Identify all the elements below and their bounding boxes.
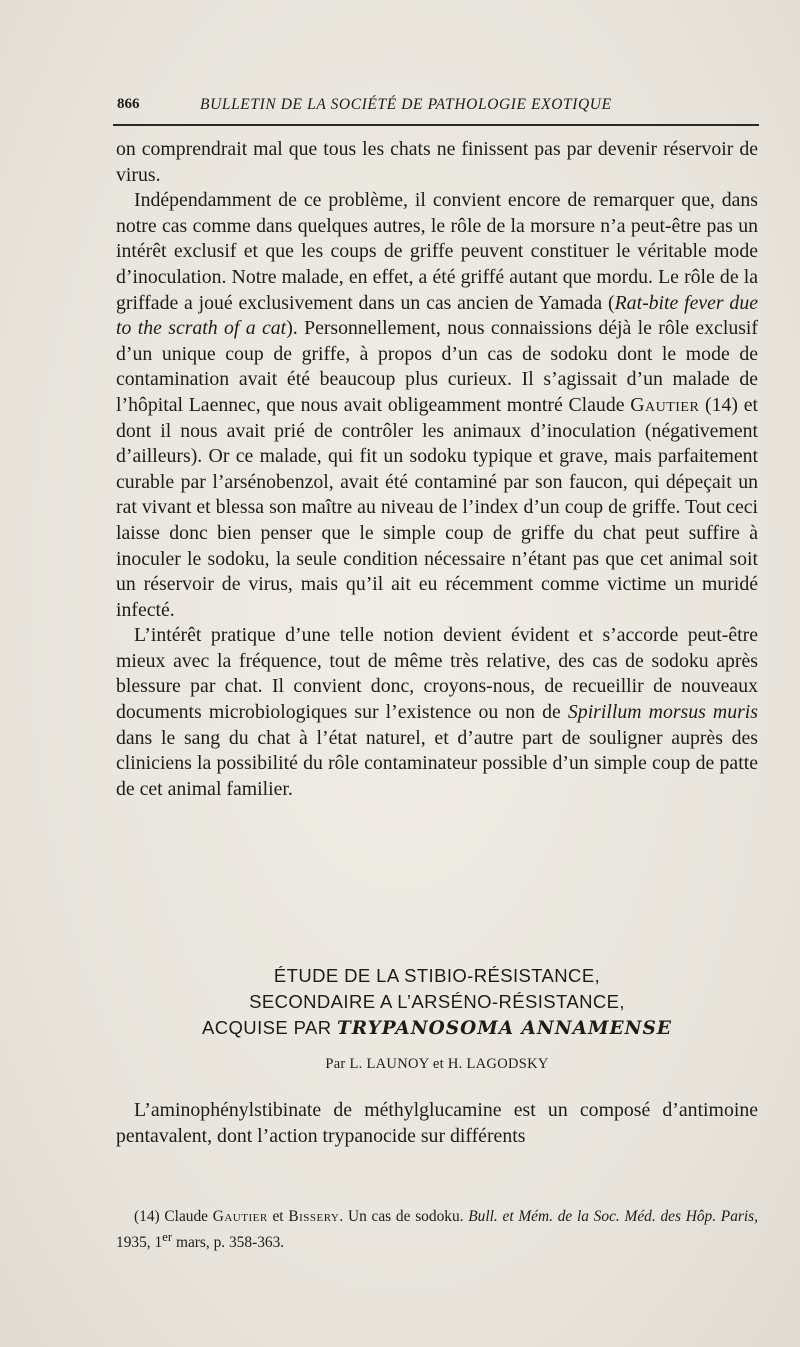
footnote-text: Claude bbox=[159, 1208, 213, 1225]
intro-paragraph: L’aminophénylstibinate de méthylglucamine est un composé d’antimoine pentavalent, dont l’action trypanocide sur différents bbox=[116, 1099, 758, 1147]
paragraph-griffe-part2: ). Personnellement, nous connaissions déjà le rôle exclusif d’un unique coup de griffe, à propos d’un cas de sodoku dont le mode de contamination avait été beaucoup plus curieux. Il s’agissait d’un malade de l’hôpital Laennec, que nous avait obligeamment montré Claude bbox=[116, 317, 758, 416]
footnote-text: mars, p. 358-363. bbox=[172, 1234, 285, 1252]
main-text bbox=[116, 137, 758, 802]
title-line-3 bbox=[116, 1015, 758, 1042]
paragraph-practical-interest bbox=[116, 623, 758, 802]
footnote-text: . Un cas de sodoku. bbox=[339, 1208, 469, 1225]
paragraph-practical-part1: L’intérêt pratique d’une telle notion devient évident et s’accorde peut-être mieux avec la fréquence, tout de même très relative, des cas de sodoku après blessure par chat. Il convient donc, croyons-nous, de recueillir de nouveaux documents microbiologiques sur l’existence ou non de bbox=[116, 624, 758, 724]
running-header bbox=[117, 96, 758, 118]
article-title bbox=[116, 963, 758, 1042]
footnote-14 bbox=[116, 1206, 758, 1253]
paragraph-griffe bbox=[116, 188, 758, 623]
paragraph-griffe-part1: Indépendamment de ce problème, il convient encore de remarquer que, dans notre cas comme dans quelques autres, le rôle de la morsure n’a peut-être pas un intérêt exclusif et que les coups de griffe peuvent constituer le véritable mode d’inoculation. Notre malade, en effet, a été griffé autant que mordu. Le rôle de la griffade a joué exclusivement dans un cas ancien de Yamada ( bbox=[116, 189, 758, 314]
footnote-text: et bbox=[267, 1208, 289, 1225]
footnote-superscript: er bbox=[162, 1230, 173, 1244]
page-number: 866 bbox=[117, 96, 140, 112]
continued-paragraph: on comprendrait mal que tous les chats ne finissent pas par devenir réservoir de virus. bbox=[116, 138, 758, 186]
footnote bbox=[116, 1206, 758, 1253]
footnote-ref: (14) bbox=[699, 393, 738, 416]
footnote-journal: Bull. et Mém. de la Soc. Méd. des Hôp. Paris, bbox=[468, 1208, 758, 1225]
title-line-1: ÉTUDE DE LA STIBIO-RÉSISTANCE, bbox=[273, 965, 601, 986]
paragraph-griffe-part3: et dont il nous avait prié de contrôler les animaux d’inoculation (négativement d’ailleurs). Or ce malade, qui fit un sodoku typique et grave, mais parfaitement curable par l’arsénobenzol, avait été contaminé par son faucon, qui dépeçait un rat vivant et blessa son maître au niveau de l’index d’un coup de griffe. Tout ceci laisse donc bien penser que le simple coup de griffe du chat peut suffire à inoculer le sodoku, la seule condition nécessaire n’étant pas que cet animal soit un réservoir de virus, mais qu’il ait eu récemment comme victime un muridé infecté. bbox=[116, 393, 758, 621]
article-intro bbox=[116, 1098, 758, 1149]
species-italic: Spirillum morsus muris bbox=[567, 701, 758, 724]
title-species: TRYPANOSOMA ANNAMENSE bbox=[337, 1018, 672, 1039]
journal-title: BULLETIN DE LA SOCIÉTÉ DE PATHOLOGIE EXOTIQUE bbox=[200, 96, 612, 113]
paragraph-practical-part2: dans le sang du chat à l’état naturel, et d’autre part de souligner auprès des cliniciens la possibilité du rôle contaminateur possible d’un simple coup de patte de cet animal familier. bbox=[116, 726, 758, 800]
footnote-author-bissery: Bissery bbox=[288, 1208, 340, 1225]
footnote-marker: (14) bbox=[134, 1208, 160, 1225]
footnote-text: 1935, 1 bbox=[116, 1234, 163, 1252]
header-rule bbox=[113, 124, 759, 126]
article-authors: Par L. LAUNOY et H. LAGODSKY bbox=[325, 1056, 549, 1072]
author-gautier: Gautier bbox=[630, 393, 700, 416]
paper-title-italic: Rat-bite fever due to the scrath of a cat bbox=[116, 291, 758, 340]
title-line-2: SECONDAIRE A L’ARSÉNO-RÉSISTANCE, bbox=[249, 991, 625, 1012]
title-line-3-prefix: ACQUISE PAR bbox=[202, 1017, 338, 1038]
footnote-author-gautier: Gautier bbox=[212, 1208, 268, 1225]
